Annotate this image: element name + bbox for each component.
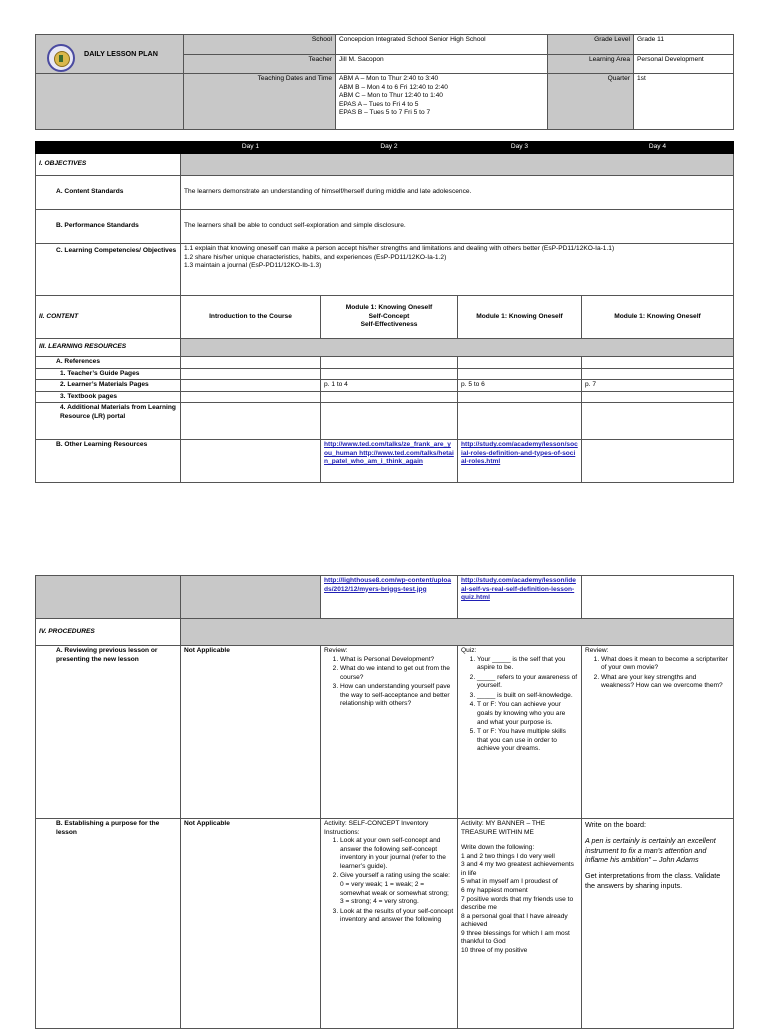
cell (582, 368, 734, 380)
list-item: 2. Give yourself a rating using the scale: 0 = very weak; 1 = weak; 2 = somewhat weak or somewhat strong; 3 = strong; 4 = very strong. (340, 872, 454, 906)
board-instruction: Write on the board: (585, 820, 646, 829)
references-label (36, 357, 181, 369)
competencies-value (181, 244, 734, 296)
lm-day-4: p. 7 (582, 380, 734, 392)
list-item: 3. Look at the results of your self-concept inventory and answer the following (340, 908, 454, 925)
procedures-heading: IV. PROCEDURES (36, 619, 181, 646)
banner-line: 5 what in myself am I proudest of (461, 878, 558, 886)
activity-intro: Activity: SELF-CONCEPT Inventory Instructions: (324, 820, 429, 836)
performance-standards-text: B. Performance Standards (56, 222, 139, 230)
purpose-label (36, 819, 181, 1029)
content-day-2-line: Self-Concept (368, 312, 410, 320)
banner-line: 9 three blessings for which I am most thankful to God (461, 929, 570, 946)
activity-title: Activity: MY BANNER – THE TREASURE WITHIN ME (461, 820, 546, 836)
cell (181, 368, 321, 380)
content-day-2-line: Self-Effectiveness (360, 321, 418, 329)
content-day-2 (321, 296, 458, 339)
references-text: A. References (56, 358, 100, 365)
grade-label: Grade Level (548, 35, 634, 55)
review-intro: Review: (324, 647, 348, 654)
competency-item: 1.1 explain that knowing oneself can make a person accept his/her strengths and limitations and dealing with others better (EsP-PD11/12KO-Ia-1.1) (184, 245, 615, 252)
lm-pages-text: 2. Learner’s Materials Pages (60, 381, 149, 389)
textbook-label (36, 391, 181, 403)
review-day-4 (582, 646, 734, 819)
resources-heading-fill (181, 339, 734, 357)
cell (181, 403, 321, 440)
logo-cell-extension (36, 74, 184, 130)
cell (181, 391, 321, 403)
cell (582, 357, 734, 369)
school-value: Concepcion Integrated School Senior High School (336, 35, 548, 55)
content-day-4: Module 1: Knowing Oneself (582, 296, 734, 339)
area-value: Personal Development (634, 54, 734, 74)
additional-materials-label (36, 403, 181, 440)
lm-pages-label (36, 380, 181, 392)
purpose-day-1: Not Applicable (181, 819, 321, 1029)
other-resources-link-day-3[interactable]: http://study.com/academy/lesson/social-roles-definition-and-types-of-social-roles.html (458, 440, 582, 483)
list-item: 1. Look at your own self-concept and answer the following self-concept inventory in your journal (refer to the learner’s guide). (340, 837, 454, 871)
logo-title-cell (36, 35, 184, 74)
competencies-label (36, 244, 181, 296)
tg-pages-text: 1. Teacher’s Guide Pages (60, 369, 140, 377)
activity-intro: Write down the following: (461, 844, 535, 852)
purpose-day-3 (458, 819, 582, 1029)
cell (181, 357, 321, 369)
header-table (35, 34, 734, 130)
cell (181, 440, 321, 483)
doc-title: DAILY LESSON PLAN (84, 49, 158, 58)
list-item: 1. What is Personal Development? (340, 656, 454, 665)
quarter-value: 1st (634, 74, 734, 130)
dates-label: Teaching Dates and Time (184, 74, 336, 130)
spacer (461, 837, 578, 844)
review-intro: Review: (585, 647, 609, 654)
tg-pages-label (36, 368, 181, 380)
schedule-line: ABM A – Mon to Thur 2:40 to 3:40 (339, 75, 439, 82)
quiz-intro: Quiz: (461, 647, 477, 654)
banner-line: 6 my happiest moment (461, 886, 528, 894)
banner-line: 8 a personal goal that I have already achieved (461, 912, 568, 929)
content-day-3: Module 1: Knowing Oneself (458, 296, 582, 339)
schedule-line: EPAS B – Tues 5 to 7 Fri 5 to 7 (339, 109, 431, 117)
cell (321, 368, 458, 380)
grade-value: Grade 11 (634, 35, 734, 55)
lm-day-2: p. 1 to 4 (321, 380, 458, 392)
lesson-table (35, 141, 734, 483)
content-day-2-line: Module 1: Knowing Oneself (345, 304, 433, 312)
spacer (585, 864, 730, 871)
day-3-header: Day 3 (458, 142, 582, 154)
cell (458, 391, 582, 403)
list-item: 1. Your _____ is the self that you aspire to be. (477, 656, 578, 673)
content-standards-value: The learners demonstrate an understanding of himself/herself during middle and late adolescence. (181, 176, 734, 210)
quiz-questions (461, 656, 578, 754)
other-resources-label (36, 440, 181, 483)
activity-steps (324, 837, 454, 925)
content-heading: II. CONTENT (36, 296, 181, 339)
day-4-header: Day 4 (582, 142, 734, 154)
cell (582, 403, 734, 440)
performance-standards-label (36, 210, 181, 244)
spacer (585, 829, 730, 836)
textbook-text: 3. Textbook pages (60, 392, 118, 400)
list-item: 3. _____ is built on self-knowledge. (477, 692, 578, 701)
cell (458, 368, 582, 380)
review-lesson-label (36, 646, 181, 819)
other-resources-text: B. Other Learning Resources (56, 441, 148, 449)
cell (181, 380, 321, 392)
deped-seal-icon (47, 44, 75, 72)
objectives-heading-fill (181, 154, 734, 176)
day-2-header: Day 2 (321, 142, 458, 154)
schedule-line: EPAS A – Tues to Fri 4 to 5 (339, 100, 419, 108)
review-questions (585, 656, 730, 691)
purpose-day-4 (582, 819, 734, 1029)
lesson-table-continued (35, 575, 734, 1029)
content-day-1: Introduction to the Course (181, 296, 321, 339)
cell (458, 357, 582, 369)
list-item: 5. T or F: You have multiple skills that you can use in order to achieve your dreams. (477, 728, 578, 754)
competency-item: 1.2 share his/her unique characteristics, habits, and experiences (EsP-PD11/12KO-Ia-1.2) (184, 253, 447, 261)
banner-line: 7 positive words that my friends use to describe me (461, 895, 574, 912)
resource-link-day-2[interactable]: http://lighthouse8.com/wp-content/uploads/2012/12/myers-briggs-test.jpg (321, 576, 458, 619)
list-item: 2. What do we intend to get out from the course? (340, 665, 454, 682)
continued-day-1 (181, 576, 321, 619)
other-resources-link-day-2[interactable]: http://www.ted.com/talks/ze_frank_are_you_human http://www.ted.com/talks/hetain_patel_who_am_i_think_again (321, 440, 458, 483)
review-day-1: Not Applicable (181, 646, 321, 819)
schedule-line: ABM C – Mon to Thur 12:40 to 1:40 (339, 92, 443, 100)
teacher-label: Teacher (184, 54, 336, 74)
content-standards-text: A. Content Standards (56, 188, 124, 196)
cell (582, 391, 734, 403)
teacher-value: Jill M. Sacopon (336, 54, 548, 74)
competencies-text: C. Learning Competencies/ Objectives (56, 247, 177, 254)
review-day-2 (321, 646, 458, 819)
quiz-day-3 (458, 646, 582, 819)
list-item: 2. What are your key strengths and weakness? How can we overcome them? (601, 674, 730, 691)
school-label: School (184, 35, 336, 55)
purpose-text: B. Establishing a purpose for the lesson (56, 820, 160, 836)
review-questions (324, 656, 454, 709)
review-lesson-text: A. Reviewing previous lesson or presenting the new lesson (56, 647, 158, 663)
resource-link-day-3[interactable]: http://study.com/academy/lesson/ideal-self-vs-real-self-definition-lesson-quiz.html (458, 576, 582, 619)
lm-day-3: p. 5 to 6 (458, 380, 582, 392)
cell (321, 391, 458, 403)
continued-label-cell (36, 576, 181, 619)
area-label: Learning Area (548, 54, 634, 74)
banner-line: 3 and 4 my two greatest achievements in life (461, 861, 574, 877)
objectives-heading: I. OBJECTIVES (36, 154, 181, 176)
cell (321, 357, 458, 369)
interpretation-instruction: Get interpretations from the class. Validate the answers by sharing inputs. (585, 871, 721, 890)
competency-item: 1.3 maintain a journal (EsP-PD11/12KO-Ib-1.3) (184, 262, 322, 270)
purpose-day-2 (321, 819, 458, 1029)
dates-value (336, 74, 548, 130)
quote: A pen is certainly is certainly an excellent instrument to fix a man’s attention and inflame his ambition” – John Adams (585, 836, 716, 865)
additional-materials-text: 4. Additional Materials from Learning Resource (LR) portal (60, 404, 176, 420)
cell (582, 440, 734, 483)
day-header-blank (36, 142, 181, 154)
list-item: 1. What does it mean to become a scriptwriter of your own movie? (601, 656, 730, 673)
performance-standards-value: The learners shall be able to conduct self-exploration and simple disclosure. (181, 210, 734, 244)
list-item: 2. _____ refers to your awareness of yourself. (477, 674, 578, 691)
banner-line: 10 three of my positive (461, 946, 528, 954)
cell (582, 576, 734, 619)
schedule-line: ABM B – Mon 4 to 6 Fri 12:40 to 2:40 (339, 83, 448, 91)
list-item: 3. How can understanding yourself pave the way to self-acceptance and better relationship with others? (340, 683, 454, 709)
list-item: 4. T or F: You can achieve your goals by knowing who you are and what your purpose is. (477, 701, 578, 727)
cell (321, 403, 458, 440)
content-standards-label (36, 176, 181, 210)
day-1-header: Day 1 (181, 142, 321, 154)
procedures-heading-fill (181, 619, 734, 646)
quarter-label: Quarter (548, 74, 634, 130)
banner-line: 1 and 2 two things I do very well (461, 852, 555, 860)
cell (458, 403, 582, 440)
resources-heading: III. LEARNING RESOURCES (36, 339, 181, 357)
